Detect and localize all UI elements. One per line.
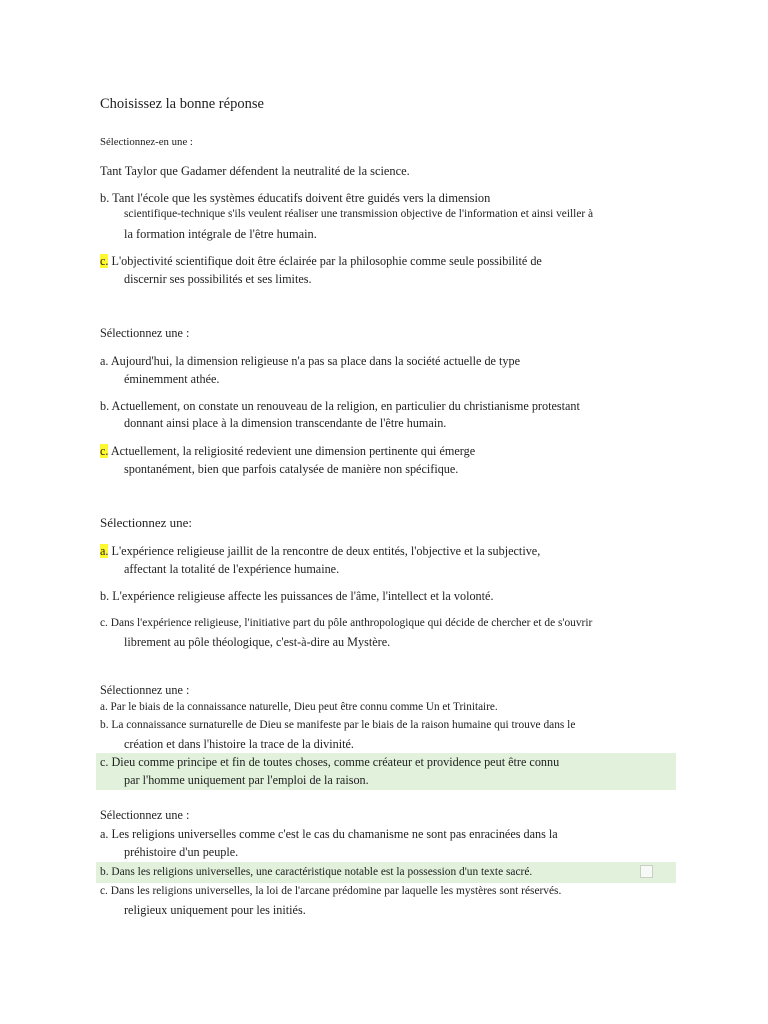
option-text-line: b. Tant l'école que les systèmes éducatifs doivent être guidés vers la dimension: [100, 191, 491, 205]
question-prompt: Sélectionnez une :: [100, 326, 190, 340]
option-text-line: a. Aujourd'hui, la dimension religieuse n'a pas sa place dans la société actuelle de type: [100, 354, 520, 368]
option-text-line: religieux uniquement pour les initiés.: [124, 903, 306, 917]
option-text-line: b. La connaissance surnaturelle de Dieu se manifeste par le biais de la raison humaine qui trouve dans le: [100, 719, 576, 731]
option-text: L'objectivité scientifique doit être éclairée par la philosophie comme seule possibilité de: [108, 254, 542, 268]
option-a[interactable]: Tant Taylor que Gadamer défendent la neutralité de la science.: [100, 164, 410, 178]
option-text-line: librement au pôle théologique, c'est-à-dire au Mystère.: [124, 635, 391, 649]
option-text-line: a. Les religions universelles comme c'est le cas du chamanisme ne sont pas enracinées dans la: [100, 827, 558, 841]
question-prompt: Sélectionnez une:: [100, 515, 193, 530]
option-a[interactable]: a. Par le biais de la connaissance naturelle, Dieu peut être connu comme Un et Trinitaire.: [100, 701, 498, 713]
option-text-line: [100, 444, 475, 458]
page-title: Choisissez la bonne réponse: [100, 96, 264, 112]
option-text-line: [100, 544, 540, 558]
highlighted-option-letter: a.: [100, 544, 109, 558]
option-text-line: c. Dans l'expérience religieuse, l'initiative part du pôle anthropologique qui décide de chercher et de s'ouvrir: [100, 617, 593, 629]
option-text-line: création et dans l'histoire la trace de la divinité.: [124, 737, 354, 751]
option-b[interactable]: b. L'expérience religieuse affecte les puissances de l'âme, l'intellect et la volonté.: [100, 589, 494, 603]
answer-checkbox[interactable]: [640, 865, 653, 878]
option-text-line: c. Dans les religions universelles, la loi de l'arcane prédomine par laquelle les mystères sont réservés.: [100, 885, 562, 897]
option-text-line: éminemment athée.: [124, 372, 220, 386]
option-text-line: la formation intégrale de l'être humain.: [124, 227, 317, 241]
question-prompt: Sélectionnez une :: [100, 683, 190, 697]
option-text-line: discernir ses possibilités et ses limites.: [124, 272, 312, 286]
option-text-line: par l'homme uniquement par l'emploi de la raison.: [124, 773, 369, 787]
option-text-line: affectant la totalité de l'expérience humaine.: [124, 562, 340, 576]
option-text-line: préhistoire d'un peuple.: [124, 845, 239, 859]
highlighted-option-letter: c.: [100, 254, 109, 268]
question-prompt: Sélectionnez une :: [100, 808, 190, 822]
option-text-line: c. Dieu comme principe et fin de toutes choses, comme créateur et providence peut être connu: [100, 755, 560, 769]
option-text-line: spontanément, bien que parfois catalysée de manière non spécifique.: [124, 462, 459, 476]
highlighted-option-letter: c.: [100, 444, 109, 458]
option-b[interactable]: b. Dans les religions universelles, une caractéristique notable est la possession d'un texte sacré.: [100, 866, 533, 878]
option-text: L'expérience religieuse jaillit de la rencontre de deux entités, l'objective et la subjective,: [108, 544, 541, 558]
option-text-line: donnant ainsi place à la dimension transcendante de l'être humain.: [124, 416, 447, 430]
option-text-line: b. Actuellement, on constate un renouveau de la religion, en particulier du christianisme protestant: [100, 399, 580, 413]
option-text: Actuellement, la religiosité redevient une dimension pertinente qui émerge: [108, 444, 476, 458]
option-text-line: scientifique-technique s'ils veulent réaliser une transmission objective de l'information et ainsi veiller à: [124, 208, 594, 220]
option-text-line: [100, 254, 542, 268]
question-prompt: Sélectionnez-en une :: [100, 136, 193, 148]
